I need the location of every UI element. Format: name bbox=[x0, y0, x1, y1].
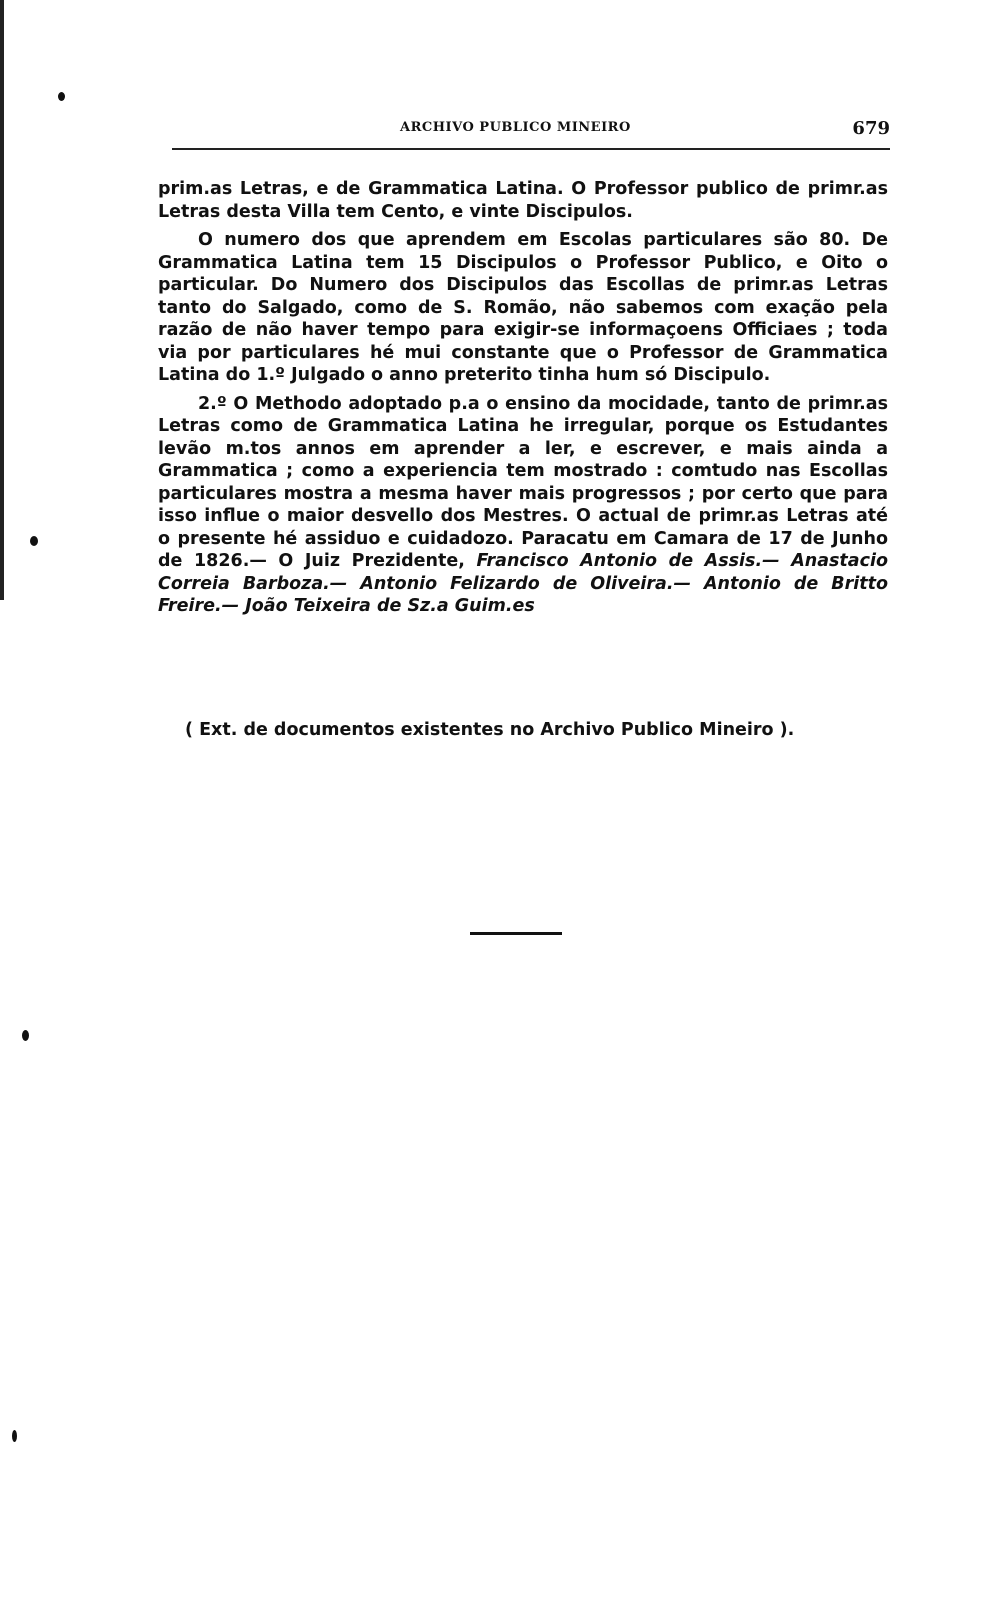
body-text bbox=[158, 178, 888, 624]
paragraph-2: O numero dos que aprendem em Escolas particulares são 80. De Grammatica Latina tem 15 Discipulos o Professor Publico, e Oito o particular. Do Numero dos Discipulos das Escollas de primr.as Letras tanto do Salgado, como de S. Romão, não sabemos com exação pela razão de não haver tempo para exigir-se informaçoens Officiaes ; toda via por particulares hé mui constante que o Professor de Grammatica Latina do 1.º Julgado o anno preterito tinha hum só Discipulo. bbox=[158, 230, 888, 385]
end-rule bbox=[470, 932, 562, 935]
ink-speck bbox=[30, 536, 38, 546]
page-number: 679 bbox=[852, 118, 890, 139]
running-title: ARCHIVO PUBLICO MINEIRO bbox=[400, 120, 631, 135]
ink-speck bbox=[12, 1430, 17, 1442]
ink-speck bbox=[58, 92, 65, 101]
paragraph-3 bbox=[158, 393, 888, 618]
running-header bbox=[172, 118, 890, 144]
ink-speck bbox=[22, 1030, 29, 1041]
page-edge-shadow bbox=[0, 0, 4, 600]
signatories: Francisco Antonio de Assis.— Anastacio Correia Barboza.— Antonio Felizardo de Oliveira.— Antonio de Britto Freire.— João Teixeira de Sz.a Guim.es bbox=[158, 551, 888, 616]
paragraph-3-text: 2.º O Methodo adoptado p.a o ensino da mocidade, tanto de primr.as Letras como de Grammatica Latina he irregular, porque os Estudantes levão m.tos annos em aprender a ler, e escrever, e mais ainda a Grammatica ; como a experiencia tem mostrado : comtudo nas Escollas particulares mostra a mesma haver mais progressos ; por certo que para isso influe o maior desvello dos Mestres. O actual de primr.as Letras até o presente hé assiduo e cuidadozo. Paracatu em Camara de 17 de Junho de 1826.— O Juiz Prezidente, bbox=[158, 393, 888, 571]
source-note: ( Ext. de documentos existentes no Archivo Publico Mineiro ). bbox=[185, 720, 795, 740]
paragraph-1: prim.as Letras, e de Grammatica Latina. O Professor publico de primr.as Letras desta Villa tem Cento, e vinte Discipulos. bbox=[158, 179, 888, 222]
header-rule bbox=[172, 148, 890, 150]
